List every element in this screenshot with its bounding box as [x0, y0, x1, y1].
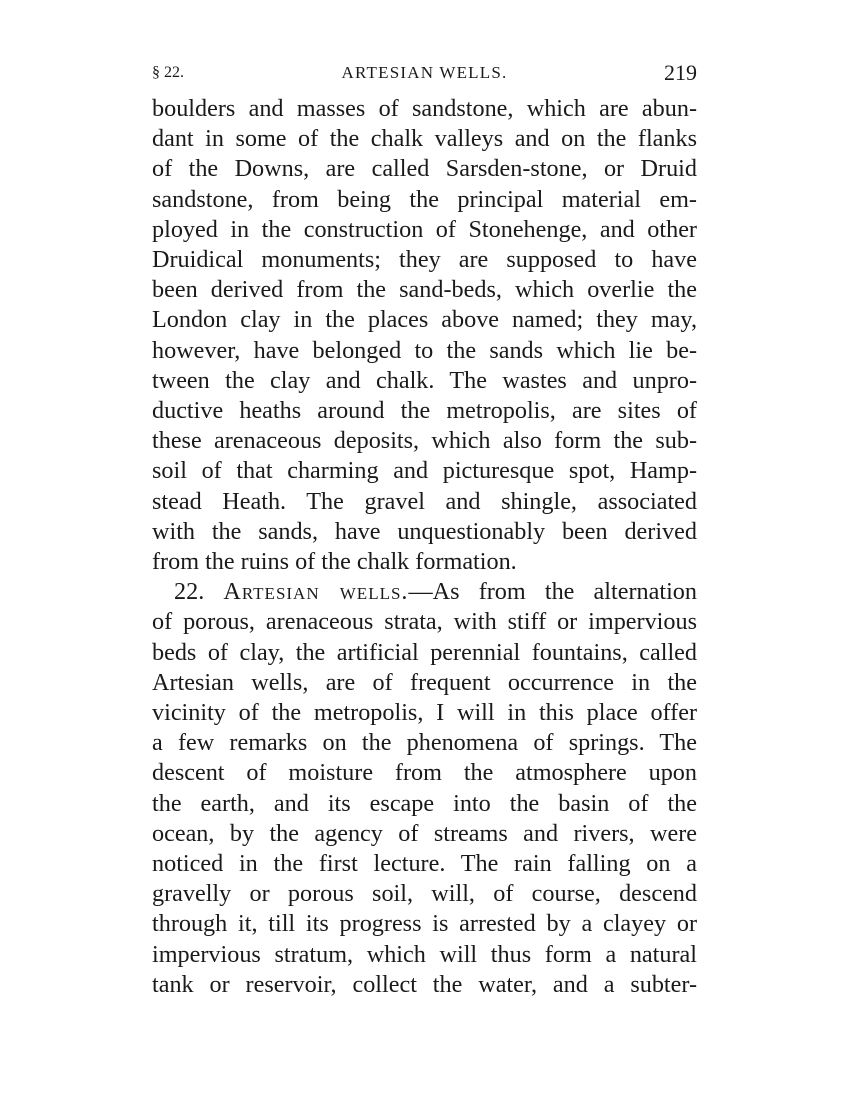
text-line: Druidical monuments; they are supposed to have: [152, 246, 697, 274]
text-line: descent of moisture from the atmosphere upon: [152, 759, 697, 787]
text-line: dant in some of the chalk valleys and on the flanks: [152, 125, 697, 153]
text-line: tank or reservoir, collect the water, and a subter-: [152, 970, 697, 998]
text-line: noticed in the first lecture. The rain falling on a: [152, 850, 697, 878]
text-line: from the ruins of the chalk formation.: [152, 548, 517, 576]
text-line: beds of clay, the artificial perennial fountains, called: [152, 638, 697, 666]
body-text: [152, 94, 697, 1000]
running-head: [152, 60, 697, 88]
book-page: [152, 0, 697, 1100]
text-line: a few remarks on the phenomena of springs. The: [152, 729, 697, 757]
running-head-section: § 22.: [152, 64, 184, 81]
text-line: the earth, and its escape into the basin of the: [152, 789, 697, 817]
text-line: these arenaceous deposits, which also form the sub-: [152, 427, 697, 455]
page-number: 219: [664, 60, 697, 85]
paragraph-sandstone: [152, 94, 697, 577]
text-line: with the sands, have unquestionably been derived: [152, 517, 697, 545]
paragraph-artesian-wells: [152, 577, 697, 1000]
text-line: vicinity of the metropolis, I will in this place offer: [152, 699, 697, 727]
section-heading: Artesian wells.: [223, 578, 409, 606]
running-head-title: ARTESIAN WELLS.: [341, 63, 508, 82]
text-line: ductive heaths around the metropolis, are sites of: [152, 397, 697, 425]
text-line: soil of that charming and picturesque spot, Hamp-: [152, 457, 697, 485]
text-line: stead Heath. The gravel and shingle, associated: [152, 487, 697, 515]
text-line: tween the clay and chalk. The wastes and unpro-: [152, 366, 697, 394]
text-line: ocean, by the agency of streams and rivers, were: [152, 819, 697, 847]
text-line: of the Downs, are called Sarsden-stone, or Druid: [152, 155, 697, 183]
text-line: however, have belonged to the sands which lie be-: [152, 336, 697, 364]
text-line: boulders and masses of sandstone, which are abun-: [152, 95, 697, 122]
text-line: impervious stratum, which will thus form a natural: [152, 940, 697, 968]
text-line: London clay in the places above named; they may,: [152, 306, 697, 334]
section-first-line-text: —As from the alternation: [408, 578, 697, 606]
text-line: through it, till its progress is arrested by a clayey or: [152, 910, 697, 938]
text-line: of porous, arenaceous strata, with stiff or impervious: [152, 608, 697, 636]
text-line: sandstone, from being the principal material em-: [152, 185, 697, 213]
text-line: ployed in the construction of Stonehenge, and other: [152, 215, 697, 243]
section-number: 22.: [174, 578, 205, 606]
text-line: Artesian wells, are of frequent occurrence in the: [152, 668, 697, 696]
text-line: been derived from the sand-beds, which overlie the: [152, 276, 697, 304]
text-line: gravelly or porous soil, will, of course, descend: [152, 880, 697, 908]
section-first-line: [152, 577, 697, 607]
